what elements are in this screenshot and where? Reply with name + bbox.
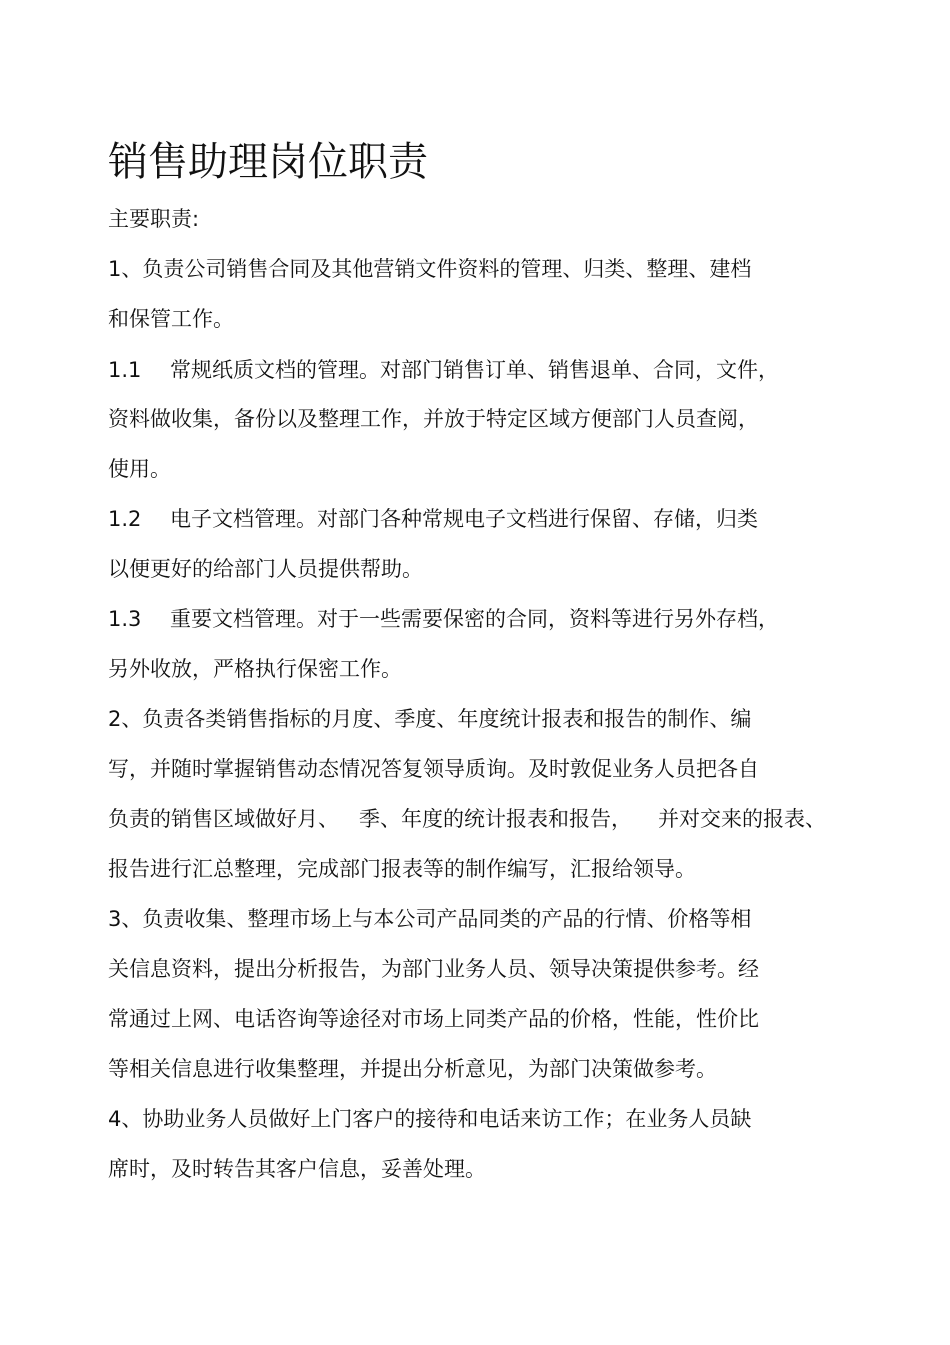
sub-item-text: 电子文档管理。对部门各种常规电子文档进行保留、存储，归类 [170, 507, 758, 531]
paragraph-line: 关信息资料，提出分析报告，为部门业务人员、领导决策提供参考。经 [108, 957, 759, 981]
paragraph-line: 常通过上网、电话咨询等途径对市场上同类产品的价格，性能，性价比 [108, 1007, 759, 1031]
paragraph-line: 使用。 [108, 457, 171, 481]
split-line [108, 804, 826, 834]
paragraph-line: 4、协助业务人员做好上门客户的接待和电话来访工作；在业务人员缺 [108, 1107, 752, 1131]
split-line-part-3: 并对交来的报表、 [658, 807, 826, 831]
paragraph-line: 报告进行汇总整理，完成部门报表等的制作编写，汇报给领导。 [108, 857, 696, 881]
split-line-part-1: 负责的销售区域做好月、 [108, 807, 339, 831]
paragraph-line: 等相关信息进行收集整理，并提出分析意见，为部门决策做参考。 [108, 1057, 717, 1081]
paragraph-line: 以便更好的给部门人员提供帮助。 [108, 557, 423, 581]
split-line-part-2: 季、年度的统计报表和报告， [359, 807, 632, 831]
paragraph-line: 写，并随时掌握销售动态情况答复领导质询。及时敦促业务人员把各自 [108, 757, 759, 781]
paragraph-line: 席时，及时转告其客户信息，妥善处理。 [108, 1157, 486, 1181]
paragraph-line: 2、负责各类销售指标的月度、季度、年度统计报表和报告的制作、编 [108, 707, 752, 731]
paragraph-line: 另外收放，严格执行保密工作。 [108, 657, 402, 681]
paragraph-line: 和保管工作。 [108, 307, 234, 331]
paragraph-line: 3、负责收集、整理市场上与本公司产品同类的产品的行情、价格等相 [108, 907, 752, 931]
sub-item-number: 1.3 [108, 607, 142, 631]
sub-item-text: 重要文档管理。对于一些需要保密的合同，资料等进行另外存档， [170, 607, 779, 631]
intro-heading: 主要职责: [108, 207, 200, 231]
paragraph-line: 1、负责公司销售合同及其他营销文件资料的管理、归类、整理、建档 [108, 257, 752, 281]
sub-item-1-2 [108, 504, 758, 534]
sub-item-number: 1.2 [108, 507, 142, 531]
sub-item-number: 1.1 [108, 358, 142, 382]
sub-item-text: 常规纸质文档的管理。对部门销售订单、销售退单、合同，文件， [170, 358, 779, 382]
document-title: 销售助理岗位职责 [108, 139, 428, 185]
sub-item-1-1 [108, 355, 779, 385]
sub-item-1-3 [108, 604, 779, 634]
paragraph-line: 资料做收集，备份以及整理工作，并放于特定区域方便部门人员查阅， [108, 407, 759, 431]
